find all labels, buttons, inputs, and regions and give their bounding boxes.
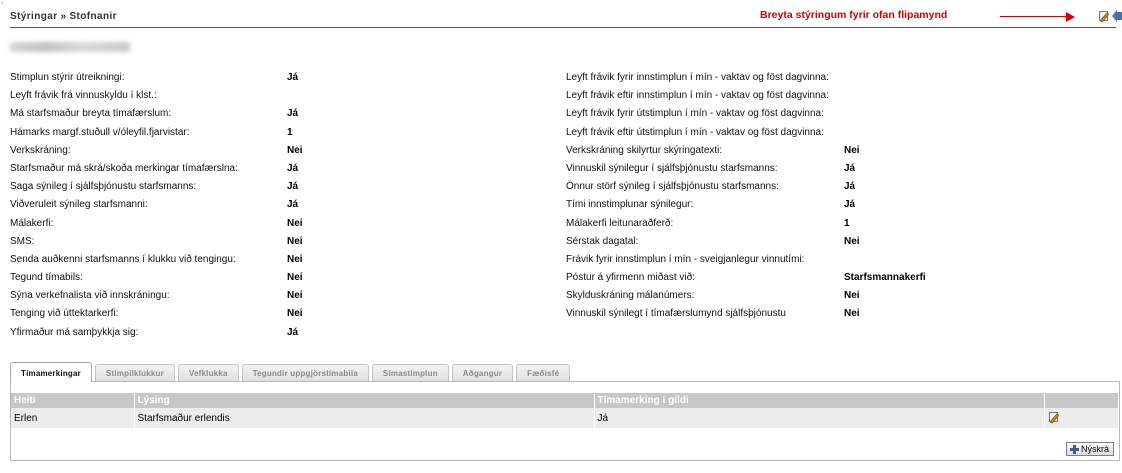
breadcrumb [10, 11, 117, 22]
tab-item[interactable]: Stimpilklukkur [95, 364, 175, 382]
tab-item[interactable]: Aðgangur [452, 364, 513, 382]
collapse-chevron-icon[interactable]: ‹ [1, 0, 4, 7]
tab-item[interactable]: Tegundir uppgjörstímabila [242, 364, 369, 382]
setting-value: Já [844, 199, 856, 211]
setting-label: Frávik fyrir innstimplun í mín - sveigjanlegur vinnutími: [566, 253, 805, 265]
column-header: Tímamerking í gildi [594, 393, 1044, 408]
plus-icon [1070, 445, 1079, 454]
setting-label: Vinnuskil sýnilegt í tímafærslumynd sjálfsþjónustu [566, 308, 786, 320]
timamerkingar-table [11, 393, 1119, 428]
setting-value: Já [287, 162, 299, 174]
tab-item[interactable]: Vefklukka [178, 364, 239, 382]
column-header: Lýsing [134, 393, 594, 408]
tab-bar [10, 362, 573, 382]
setting-label: Tegund tímabils: [10, 272, 83, 284]
setting-label: Leyft frávik fyrir innstimplun í mín - vaktav og föst dagvinna: [566, 72, 829, 83]
setting-value: Já [287, 326, 299, 338]
setting-label: Leyft frávik eftir útstimplun í mín - vaktav og föst dagvinna: [566, 126, 824, 138]
arrow-right-icon [1000, 13, 1075, 21]
setting-value: Nei [287, 217, 303, 229]
setting-value: Já [287, 108, 299, 120]
setting-value: 1 [287, 126, 293, 138]
header-actions [1098, 9, 1122, 22]
setting-value: Nei [287, 308, 303, 320]
breadcrumb-item: Stofnanir [69, 11, 117, 22]
setting-label: Leyft frávik frá vinnuskyldu í klst.: [10, 90, 157, 102]
setting-label: Sérstak dagatal: [566, 235, 639, 247]
setting-label: Vinnuskil sýnilegur í sjálfsþjónustu starfsmanns: [566, 162, 778, 174]
breadcrumb-separator: » [60, 11, 67, 22]
setting-label: Má starfsmaður breyta tímafærslum: [10, 108, 172, 120]
tab-panel [10, 381, 1120, 461]
setting-value: Já [287, 181, 299, 193]
setting-label: Önnur störf sýnileg í sjálfsþjónustu starfsmanns: [566, 181, 779, 193]
setting-label: Skylduskráning málanúmers: [566, 290, 695, 302]
setting-label: Póstur á yfirmenn miðast við: [566, 272, 695, 284]
setting-value: Nei [287, 290, 303, 302]
setting-value: Já [844, 162, 856, 174]
setting-label: Málakerfi leitunaraðferð: [566, 217, 674, 229]
edit-icon[interactable] [1048, 410, 1061, 423]
setting-value: Nei [287, 144, 303, 156]
setting-value: Nei [844, 235, 860, 247]
setting-label: Viðveruleit sýnileg starfsmanni: [10, 199, 148, 211]
setting-label: Tími innstimplunar sýnilegur: [566, 199, 694, 211]
table-row[interactable] [11, 408, 1119, 428]
setting-value: Nei [844, 144, 860, 156]
setting-label: Leyft frávik eftir innstimplun í mín - vaktav og föst dagvinna: [566, 90, 829, 102]
setting-label: Verkskráning skilyrtur skýringatexti: [566, 144, 723, 156]
setting-label: Saga sýnileg í sjálfsþjónustu starfsmanns: [10, 181, 197, 193]
setting-value: Nei [287, 253, 303, 265]
setting-label: SMS: [10, 235, 35, 247]
setting-value: Já [287, 199, 299, 211]
setting-value: Nei [844, 290, 860, 302]
setting-label: Sýna verkefnalista við innskráningu: [10, 290, 170, 302]
setting-value: Nei [287, 235, 303, 247]
setting-label: Leyft frávik fyrir útstimplun í mín - vaktav og föst dagvinna: [566, 108, 824, 120]
new-button[interactable] [1066, 442, 1114, 456]
setting-label: Hámarks margf.stuðull v/óleyfil.fjarvistar: [10, 126, 190, 138]
column-header: Heiti [11, 393, 134, 408]
breadcrumb-item[interactable]: Stýringar [10, 11, 58, 22]
table-cell-gildi: Já [594, 408, 1044, 428]
new-button-label: Nýskrá [1080, 444, 1109, 454]
setting-label: Stimplun stýrir útreikningi: [10, 72, 125, 83]
edit-hint: Breyta stýringum fyrir ofan flipamynd [760, 9, 948, 21]
setting-value: 1 [844, 217, 850, 229]
page-header [10, 8, 1116, 28]
setting-label: Málakerfi: [10, 217, 54, 229]
institution-name-redacted [10, 42, 130, 52]
setting-value: Já [287, 72, 299, 83]
back-icon[interactable] [1112, 9, 1122, 22]
setting-label: Senda auðkenni starfsmanns í klukku við tengingu: [10, 253, 236, 265]
table-cell-heiti: Erlen [11, 408, 134, 428]
setting-value: Já [844, 181, 856, 193]
table-cell-actions [1044, 408, 1119, 428]
tab-item[interactable]: Fæðisfé [516, 364, 570, 382]
edit-icon[interactable] [1098, 9, 1111, 22]
tab-item[interactable]: Símastimplun [372, 364, 449, 382]
setting-value: Nei [287, 272, 303, 284]
setting-label: Starfsmaður má skrá/skoða merkingar tímafærslna: [10, 162, 238, 174]
setting-label: Tenging við úttektarkerfi: [10, 308, 119, 320]
column-header [1044, 393, 1119, 408]
tab-item[interactable]: Tímamerkingar [10, 362, 92, 382]
setting-value: Nei [844, 308, 860, 320]
table-cell-lysing: Starfsmaður erlendis [134, 408, 594, 428]
setting-value: Starfsmannakerfi [844, 272, 926, 284]
setting-label: Yfirmaður má samþykkja sig: [10, 326, 139, 338]
setting-label: Verkskráning: [10, 144, 71, 156]
